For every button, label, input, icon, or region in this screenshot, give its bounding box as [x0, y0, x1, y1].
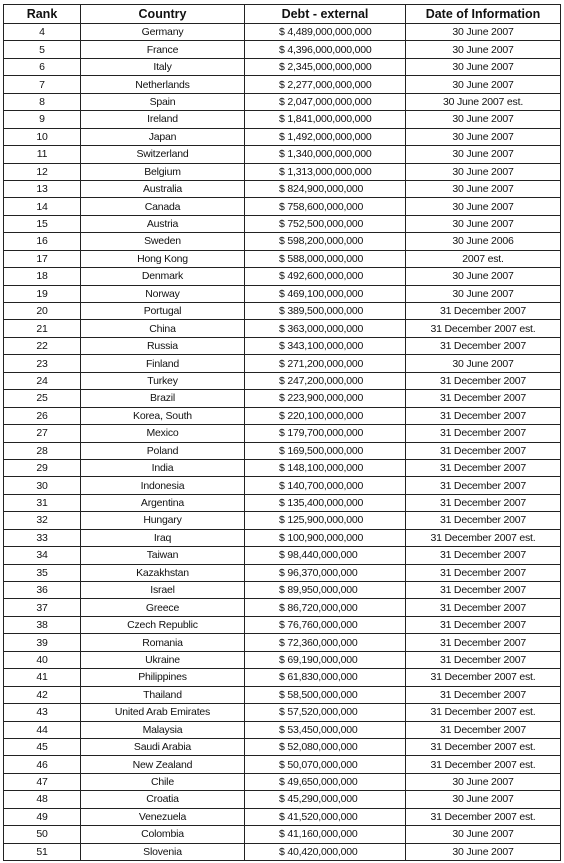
debt-cell: $ 1,841,000,000,000	[245, 111, 406, 128]
debt-cell: $ 45,290,000,000	[245, 791, 406, 808]
date-cell: 31 December 2007 est.	[406, 320, 561, 337]
table-row	[4, 442, 561, 459]
table-row	[4, 41, 561, 58]
debt-cell: $ 343,100,000,000	[245, 337, 406, 354]
debt-cell: $ 72,360,000,000	[245, 634, 406, 651]
rank-cell: 17	[4, 250, 81, 267]
table-row	[4, 337, 561, 354]
table-row	[4, 756, 561, 773]
country-cell: Czech Republic	[81, 616, 245, 633]
country-cell: Iraq	[81, 529, 245, 546]
country-cell: Indonesia	[81, 477, 245, 494]
date-cell: 30 June 2007 est.	[406, 93, 561, 110]
debt-cell: $ 98,440,000,000	[245, 547, 406, 564]
date-cell: 31 December 2007	[406, 425, 561, 442]
date-cell: 30 June 2007	[406, 268, 561, 285]
rank-cell: 38	[4, 616, 81, 633]
table-row	[4, 459, 561, 476]
rank-cell: 26	[4, 407, 81, 424]
country-cell: France	[81, 41, 245, 58]
debt-cell: $ 271,200,000,000	[245, 355, 406, 372]
rank-cell: 44	[4, 721, 81, 738]
country-cell: Canada	[81, 198, 245, 215]
table-row	[4, 250, 561, 267]
date-cell: 31 December 2007 est.	[406, 704, 561, 721]
rank-cell: 21	[4, 320, 81, 337]
date-cell: 30 June 2007	[406, 215, 561, 232]
country-cell: Australia	[81, 180, 245, 197]
table-row	[4, 355, 561, 372]
debt-cell: $ 598,200,000,000	[245, 233, 406, 250]
table-row	[4, 76, 561, 93]
table-row	[4, 285, 561, 302]
date-cell: 30 June 2007	[406, 146, 561, 163]
debt-cell: $ 50,070,000,000	[245, 756, 406, 773]
date-cell: 31 December 2007	[406, 407, 561, 424]
country-cell: Hungary	[81, 512, 245, 529]
date-cell: 30 June 2007	[406, 773, 561, 790]
debt-cell: $ 40,420,000,000	[245, 843, 406, 860]
country-cell: United Arab Emirates	[81, 704, 245, 721]
rank-cell: 9	[4, 111, 81, 128]
rank-cell: 14	[4, 198, 81, 215]
table-row	[4, 547, 561, 564]
table-row	[4, 669, 561, 686]
debt-cell: $ 69,190,000,000	[245, 651, 406, 668]
country-cell: Greece	[81, 599, 245, 616]
date-cell: 30 June 2007	[406, 163, 561, 180]
debt-cell: $ 76,760,000,000	[245, 616, 406, 633]
debt-cell: $ 1,313,000,000,000	[245, 163, 406, 180]
date-cell: 31 December 2007	[406, 390, 561, 407]
column-header-country: Country	[81, 5, 245, 24]
table-row	[4, 93, 561, 110]
country-cell: Ireland	[81, 111, 245, 128]
table-row	[4, 791, 561, 808]
table-row	[4, 58, 561, 75]
rank-cell: 23	[4, 355, 81, 372]
rank-cell: 18	[4, 268, 81, 285]
date-cell: 31 December 2007	[406, 303, 561, 320]
country-cell: Norway	[81, 285, 245, 302]
date-cell: 30 June 2007	[406, 180, 561, 197]
rank-cell: 46	[4, 756, 81, 773]
table-row	[4, 773, 561, 790]
rank-cell: 35	[4, 564, 81, 581]
rank-cell: 16	[4, 233, 81, 250]
debt-cell: $ 247,200,000,000	[245, 372, 406, 389]
country-cell: Finland	[81, 355, 245, 372]
rank-cell: 40	[4, 651, 81, 668]
rank-cell: 47	[4, 773, 81, 790]
rank-cell: 39	[4, 634, 81, 651]
debt-cell: $ 2,277,000,000,000	[245, 76, 406, 93]
date-cell: 30 June 2007	[406, 826, 561, 843]
table-row	[4, 407, 561, 424]
country-cell: Kazakhstan	[81, 564, 245, 581]
debt-cell: $ 179,700,000,000	[245, 425, 406, 442]
date-cell: 31 December 2007	[406, 564, 561, 581]
rank-cell: 45	[4, 738, 81, 755]
table-row	[4, 582, 561, 599]
debt-cell: $ 169,500,000,000	[245, 442, 406, 459]
table-row	[4, 721, 561, 738]
table-row	[4, 198, 561, 215]
date-cell: 31 December 2007	[406, 651, 561, 668]
debt-cell: $ 389,500,000,000	[245, 303, 406, 320]
country-cell: Chile	[81, 773, 245, 790]
date-cell: 30 June 2006	[406, 233, 561, 250]
debt-cell: $ 86,720,000,000	[245, 599, 406, 616]
table-row	[4, 477, 561, 494]
date-cell: 31 December 2007	[406, 477, 561, 494]
country-cell: Mexico	[81, 425, 245, 442]
table-row	[4, 372, 561, 389]
rank-cell: 24	[4, 372, 81, 389]
debt-cell: $ 148,100,000,000	[245, 459, 406, 476]
rank-cell: 27	[4, 425, 81, 442]
rank-cell: 29	[4, 459, 81, 476]
table-row	[4, 163, 561, 180]
column-header-rank: Rank	[4, 5, 81, 24]
table-row	[4, 128, 561, 145]
rank-cell: 50	[4, 826, 81, 843]
debt-cell: $ 125,900,000,000	[245, 512, 406, 529]
date-cell: 31 December 2007 est.	[406, 529, 561, 546]
country-cell: Japan	[81, 128, 245, 145]
debt-cell: $ 4,396,000,000,000	[245, 41, 406, 58]
country-cell: Russia	[81, 337, 245, 354]
debt-cell: $ 52,080,000,000	[245, 738, 406, 755]
debt-cell: $ 41,160,000,000	[245, 826, 406, 843]
date-cell: 31 December 2007 est.	[406, 808, 561, 825]
debt-cell: $ 469,100,000,000	[245, 285, 406, 302]
table-row	[4, 512, 561, 529]
date-cell: 31 December 2007	[406, 634, 561, 651]
debt-cell: $ 140,700,000,000	[245, 477, 406, 494]
header-row	[4, 5, 561, 24]
rank-cell: 6	[4, 58, 81, 75]
country-cell: Germany	[81, 24, 245, 41]
debt-cell: $ 53,450,000,000	[245, 721, 406, 738]
rank-cell: 25	[4, 390, 81, 407]
date-cell: 31 December 2007	[406, 494, 561, 511]
date-cell: 30 June 2007	[406, 24, 561, 41]
rank-cell: 5	[4, 41, 81, 58]
rank-cell: 19	[4, 285, 81, 302]
country-cell: Poland	[81, 442, 245, 459]
debt-cell: $ 2,047,000,000,000	[245, 93, 406, 110]
country-cell: Argentina	[81, 494, 245, 511]
debt-cell: $ 824,900,000,000	[245, 180, 406, 197]
country-cell: India	[81, 459, 245, 476]
country-cell: Slovenia	[81, 843, 245, 860]
rank-cell: 37	[4, 599, 81, 616]
table-row	[4, 233, 561, 250]
country-cell: Croatia	[81, 791, 245, 808]
table-row	[4, 268, 561, 285]
debt-cell: $ 100,900,000,000	[245, 529, 406, 546]
country-cell: Ukraine	[81, 651, 245, 668]
date-cell: 31 December 2007	[406, 616, 561, 633]
debt-cell: $ 49,650,000,000	[245, 773, 406, 790]
date-cell: 31 December 2007	[406, 459, 561, 476]
table-row	[4, 704, 561, 721]
country-cell: Korea, South	[81, 407, 245, 424]
country-cell: Israel	[81, 582, 245, 599]
table-row	[4, 111, 561, 128]
rank-cell: 22	[4, 337, 81, 354]
rank-cell: 51	[4, 843, 81, 860]
table-row	[4, 303, 561, 320]
date-cell: 31 December 2007 est.	[406, 756, 561, 773]
table-row	[4, 826, 561, 843]
country-cell: Portugal	[81, 303, 245, 320]
country-cell: Sweden	[81, 233, 245, 250]
rank-cell: 48	[4, 791, 81, 808]
debt-cell: $ 363,000,000,000	[245, 320, 406, 337]
date-cell: 31 December 2007	[406, 442, 561, 459]
date-cell: 31 December 2007	[406, 686, 561, 703]
debt-cell: $ 41,520,000,000	[245, 808, 406, 825]
date-cell: 31 December 2007	[406, 547, 561, 564]
rank-cell: 36	[4, 582, 81, 599]
country-cell: China	[81, 320, 245, 337]
country-cell: Malaysia	[81, 721, 245, 738]
date-cell: 31 December 2007	[406, 372, 561, 389]
column-header-debt: Debt - external	[245, 5, 406, 24]
debt-cell: $ 4,489,000,000,000	[245, 24, 406, 41]
rank-cell: 41	[4, 669, 81, 686]
table-row	[4, 215, 561, 232]
rank-cell: 13	[4, 180, 81, 197]
date-cell: 31 December 2007 est.	[406, 669, 561, 686]
rank-cell: 34	[4, 547, 81, 564]
date-cell: 30 June 2007	[406, 791, 561, 808]
date-cell: 30 June 2007	[406, 41, 561, 58]
date-cell: 31 December 2007	[406, 599, 561, 616]
external-debt-table	[3, 4, 561, 861]
table-row	[4, 146, 561, 163]
country-cell: Italy	[81, 58, 245, 75]
debt-cell: $ 752,500,000,000	[245, 215, 406, 232]
debt-cell: $ 758,600,000,000	[245, 198, 406, 215]
rank-cell: 31	[4, 494, 81, 511]
debt-cell: $ 96,370,000,000	[245, 564, 406, 581]
rank-cell: 15	[4, 215, 81, 232]
debt-cell: $ 61,830,000,000	[245, 669, 406, 686]
table-row	[4, 425, 561, 442]
debt-cell: $ 492,600,000,000	[245, 268, 406, 285]
date-cell: 2007 est.	[406, 250, 561, 267]
country-cell: Spain	[81, 93, 245, 110]
date-cell: 31 December 2007	[406, 337, 561, 354]
date-cell: 30 June 2007	[406, 285, 561, 302]
country-cell: Netherlands	[81, 76, 245, 93]
table-body	[4, 24, 561, 861]
country-cell: Colombia	[81, 826, 245, 843]
country-cell: Saudi Arabia	[81, 738, 245, 755]
date-cell: 31 December 2007	[406, 582, 561, 599]
column-header-date: Date of Information	[406, 5, 561, 24]
rank-cell: 43	[4, 704, 81, 721]
rank-cell: 33	[4, 529, 81, 546]
country-cell: Venezuela	[81, 808, 245, 825]
rank-cell: 4	[4, 24, 81, 41]
country-cell: Romania	[81, 634, 245, 651]
country-cell: Thailand	[81, 686, 245, 703]
table-row	[4, 634, 561, 651]
country-cell: Denmark	[81, 268, 245, 285]
date-cell: 31 December 2007	[406, 512, 561, 529]
table-row	[4, 843, 561, 860]
table-row	[4, 738, 561, 755]
table-row	[4, 651, 561, 668]
country-cell: Brazil	[81, 390, 245, 407]
country-cell: Switzerland	[81, 146, 245, 163]
rank-cell: 7	[4, 76, 81, 93]
debt-cell: $ 2,345,000,000,000	[245, 58, 406, 75]
date-cell: 30 June 2007	[406, 76, 561, 93]
date-cell: 31 December 2007	[406, 721, 561, 738]
debt-cell: $ 58,500,000,000	[245, 686, 406, 703]
debt-cell: $ 1,340,000,000,000	[245, 146, 406, 163]
date-cell: 31 December 2007 est.	[406, 738, 561, 755]
debt-cell: $ 57,520,000,000	[245, 704, 406, 721]
date-cell: 30 June 2007	[406, 843, 561, 860]
country-cell: Turkey	[81, 372, 245, 389]
debt-cell: $ 135,400,000,000	[245, 494, 406, 511]
rank-cell: 32	[4, 512, 81, 529]
table-row	[4, 24, 561, 41]
table-row	[4, 564, 561, 581]
rank-cell: 30	[4, 477, 81, 494]
country-cell: New Zealand	[81, 756, 245, 773]
country-cell: Hong Kong	[81, 250, 245, 267]
country-cell: Taiwan	[81, 547, 245, 564]
table-row	[4, 616, 561, 633]
date-cell: 30 June 2007	[406, 355, 561, 372]
rank-cell: 12	[4, 163, 81, 180]
table-row	[4, 529, 561, 546]
rank-cell: 28	[4, 442, 81, 459]
date-cell: 30 June 2007	[406, 111, 561, 128]
debt-cell: $ 223,900,000,000	[245, 390, 406, 407]
table-row	[4, 180, 561, 197]
rank-cell: 20	[4, 303, 81, 320]
debt-cell: $ 89,950,000,000	[245, 582, 406, 599]
table-row	[4, 494, 561, 511]
table-row	[4, 686, 561, 703]
table-row	[4, 599, 561, 616]
rank-cell: 49	[4, 808, 81, 825]
debt-cell: $ 220,100,000,000	[245, 407, 406, 424]
table-row	[4, 390, 561, 407]
date-cell: 30 June 2007	[406, 128, 561, 145]
date-cell: 30 June 2007	[406, 198, 561, 215]
rank-cell: 8	[4, 93, 81, 110]
country-cell: Austria	[81, 215, 245, 232]
date-cell: 30 June 2007	[406, 58, 561, 75]
rank-cell: 11	[4, 146, 81, 163]
country-cell: Philippines	[81, 669, 245, 686]
debt-cell: $ 1,492,000,000,000	[245, 128, 406, 145]
table-row	[4, 320, 561, 337]
table-row	[4, 808, 561, 825]
rank-cell: 10	[4, 128, 81, 145]
rank-cell: 42	[4, 686, 81, 703]
debt-cell: $ 588,000,000,000	[245, 250, 406, 267]
country-cell: Belgium	[81, 163, 245, 180]
